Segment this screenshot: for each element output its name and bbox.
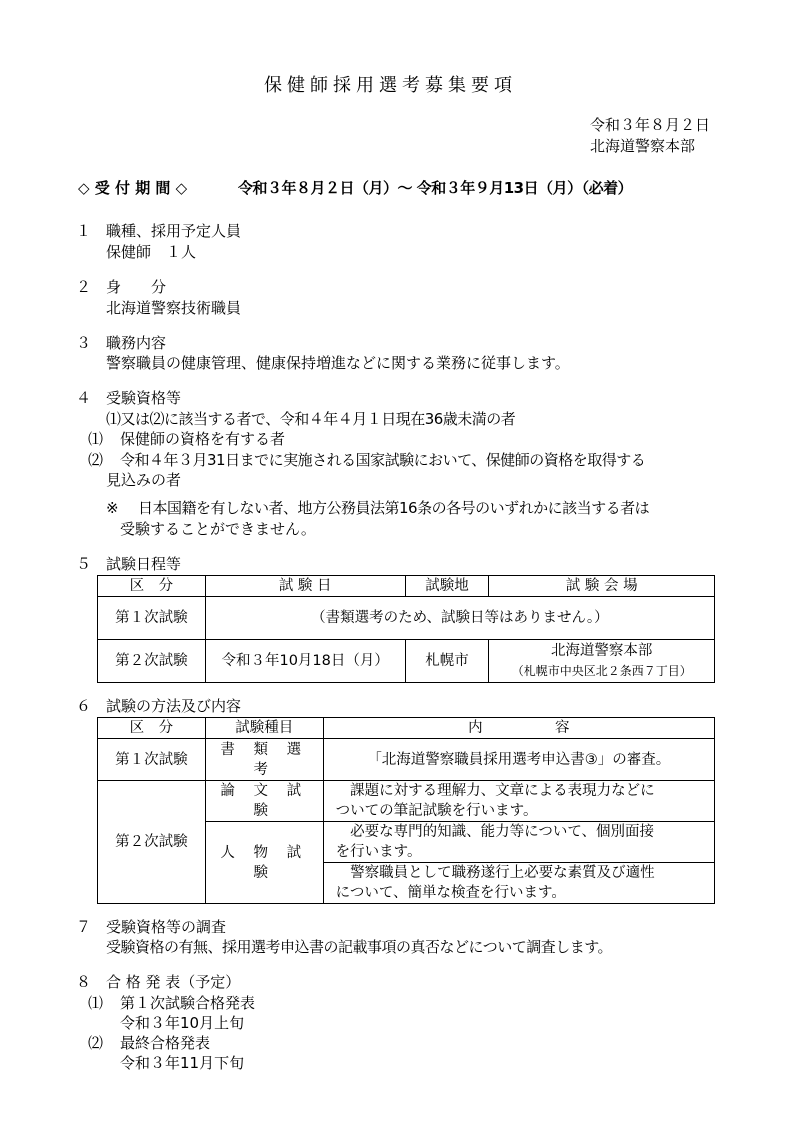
- section-2-number: ２: [76, 278, 92, 296]
- section-1-body: 保健師 １人: [106, 243, 197, 261]
- schedule-row-1-text: （書類選考のため、試験日等はありません。）: [205, 597, 714, 640]
- method-row-2a-line-2: ついての筆記試験を行います。: [335, 803, 538, 819]
- schedule-row-2-venue: 北海道警察本部: [550, 643, 653, 659]
- schedule-header-date: 試 験 日: [205, 576, 405, 597]
- section-8-item-1-text: 第１次試験合格発表: [120, 994, 256, 1012]
- section-8-item-1-mark: ⑴: [88, 994, 104, 1012]
- section-5-heading: 試験日程等: [106, 555, 182, 573]
- section-2-heading: 身 分: [106, 278, 167, 296]
- section-4-item-1-text: 保健師の資格を有する者: [120, 430, 286, 448]
- section-1-heading: 職種、採用予定人員: [106, 222, 242, 240]
- section-7-body: 受験資格の有無、採用選考申込書の記載事項の真否などについて調査します。: [106, 938, 613, 956]
- section-4-intro: ⑴又は⑵に該当する者で、令和４年４月１日現在36歳未満の者: [106, 410, 516, 428]
- schedule-header-category: 区 分: [98, 576, 206, 597]
- section-4-note-mark: ※: [106, 499, 119, 517]
- method-header-type: 試験種目: [205, 718, 323, 739]
- section-4-note-line-1: 日本国籍を有しない者、地方公務員法第16条の各号のいずれかに該当する者は: [138, 499, 650, 517]
- method-row-2-label: 第２次試験: [98, 781, 206, 904]
- method-table: [97, 717, 715, 904]
- section-4-item-1-mark: ⑴: [88, 430, 104, 448]
- section-4-number: ４: [76, 389, 92, 407]
- method-row-1-label: 第１次試験: [98, 739, 206, 781]
- method-row-1-content: 「北海道警察職員採用選考申込書③」の審査。: [323, 739, 714, 781]
- method-row-2c-line-2: について、簡単な検査を行います。: [335, 885, 566, 901]
- section-8-item-1-date: 令和３年10月上旬: [120, 1014, 245, 1032]
- schedule-header-venue: 試 験 会 場: [489, 576, 715, 597]
- section-8-item-2-text: 最終合格発表: [120, 1034, 211, 1052]
- schedule-header-city: 試験地: [405, 576, 489, 597]
- method-row-2b-line-1: 必要な専門的知識、能力等について、個別面接: [335, 824, 655, 840]
- section-4-item-2-continued: 見込みの者: [106, 471, 182, 489]
- method-row-2b-content: [323, 822, 714, 863]
- method-row-2a-line-1: 課題に対する理解力、文章による表現力などに: [335, 783, 655, 799]
- schedule-row-2-date: 令和３年10月18日（月）: [205, 640, 405, 683]
- period-range: 令和３年８月２日（月）～ 令和３年９月13日（月）（必着）: [238, 179, 633, 197]
- schedule-row-2-city: 札幌市: [405, 640, 489, 683]
- section-8-heading: 合 格 発 表（予定）: [106, 973, 241, 991]
- schedule-row-1-label: 第１次試験: [98, 597, 206, 640]
- schedule-row-2-venue-cell: [489, 640, 715, 683]
- method-row-2c-line-1: 警察職員として職務遂行上必要な素質及び適性: [335, 865, 655, 881]
- section-4-item-2-text: 令和４年３月31日までに実施される国家試験において、保健師の資格を取得する: [120, 451, 646, 469]
- page-title: 保健師採用選考募集要項: [264, 75, 517, 96]
- section-8-number: ８: [76, 973, 92, 991]
- method-row-2a-content: [323, 781, 714, 822]
- section-4-item-2-mark: ⑵: [88, 451, 104, 469]
- section-3-heading: 職務内容: [106, 334, 167, 352]
- issue-date: 令和３年８月２日: [590, 116, 711, 134]
- section-6-number: ６: [76, 697, 92, 715]
- period-label: ◇ 受 付 期 間 ◇: [78, 179, 188, 197]
- section-8-item-2-mark: ⑵: [88, 1034, 104, 1052]
- method-row-2c-content: [323, 863, 714, 904]
- section-2-body: 北海道警察技術職員: [106, 299, 242, 317]
- section-3-body: 警察職員の健康管理、健康保持増進などに関する業務に従事します。: [106, 354, 570, 372]
- section-3-number: ３: [76, 334, 92, 352]
- method-header-content: 内 容: [323, 718, 714, 739]
- issuing-organization: 北海道警察本部: [590, 137, 696, 155]
- method-row-2b-type: 人 物 試 験: [205, 822, 323, 904]
- schedule-row-2-address: （札幌市中央区北２条西７丁目）: [511, 664, 692, 678]
- section-6-heading: 試験の方法及び内容: [106, 697, 242, 715]
- method-row-1-type: 書 類 選 考: [205, 739, 323, 781]
- method-header-category: 区 分: [98, 718, 206, 739]
- section-7-number: ７: [76, 918, 92, 936]
- section-4-heading: 受験資格等: [106, 389, 182, 407]
- section-7-heading: 受験資格等の調査: [106, 918, 227, 936]
- schedule-table: [97, 575, 715, 683]
- method-row-2a-type: 論 文 試 験: [205, 781, 323, 822]
- method-row-2b-line-2: を行います。: [335, 844, 422, 860]
- section-4-note-line-2: 受験することができません。: [120, 520, 316, 538]
- schedule-row-2-label: 第２次試験: [98, 640, 206, 683]
- section-1-number: １: [76, 222, 92, 240]
- section-8-item-2-date: 令和３年11月下旬: [120, 1054, 245, 1072]
- section-5-number: ５: [76, 555, 92, 573]
